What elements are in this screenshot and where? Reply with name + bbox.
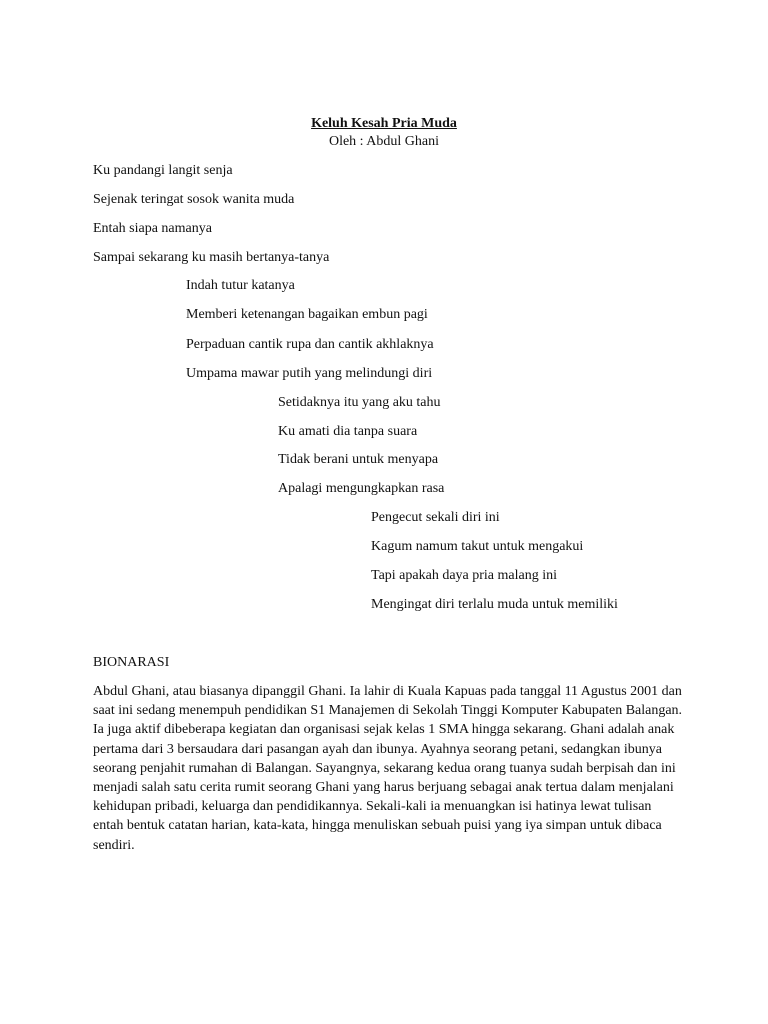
poem-line: Umpama mawar putih yang melindungi diri — [186, 366, 433, 381]
bio-paragraph: Abdul Ghani, atau biasanya dipanggil Ghani. Ia lahir di Kuala Kapuas pada tanggal 11 Agustus 2001 dan saat ini sedang menempuh pendidikan S1 Manajemen di Sekolah Tinggi Komputer Kabupaten Balangan. Ia juga aktif dibeberapa kegiatan dan organisasi sejak kelas 1 SMA hingga sekarang. Ghani adalah anak pertama dari 3 bersaudara dari pasangan ayah dan ibunya. Ayahnya seorang petani, sedangkan ibunya seorang penjahit rumahan di Balangan. Sayangnya, sekarang kedua orang tuanya sudah berpisah dan ini menjadi salah satu cerita rumit seorang Ghani yang harus berjuang sebagai anak tertua dalam menjalani kehidupan pribadi, keluarga dan pendidikannya. Sekali-kali ia menuangkan isi hatinya lewat tulisan entah bentuk catatan harian, kata-kata, hingga menuliskan sebuah puisi yang iya simpan untuk dibaca sendiri. — [93, 684, 683, 853]
poem-line: Tapi apakah daya pria malang ini — [371, 568, 557, 583]
poem-line: Ku amati dia tanpa suara — [278, 424, 418, 439]
poem-author: Oleh : Abdul Ghani — [328, 134, 440, 149]
poem-line: Entah siapa namanya — [93, 221, 212, 236]
poem-title: Keluh Kesah Pria Muda — [311, 116, 457, 131]
poem-line: Sejenak teringat sosok wanita muda — [93, 192, 295, 207]
poem-line: Setidaknya itu yang aku tahu — [278, 395, 441, 410]
poem-line: Indah tutur katanya — [186, 278, 295, 293]
poem-line: Mengingat diri terlalu muda untuk memiliki — [371, 597, 618, 612]
bio-heading: BIONARASI — [93, 655, 170, 670]
poem-line: Sampai sekarang ku masih bertanya-tanya — [93, 250, 330, 265]
poem-line: Ku pandangi langit senja — [93, 163, 233, 178]
poem-line: Memberi ketenangan bagaikan embun pagi — [186, 307, 428, 322]
poem-line: Kagum namum takut untuk mengakui — [371, 539, 584, 554]
poem-line: Pengecut sekali diri ini — [371, 510, 500, 525]
poem-line: Tidak berani untuk menyapa — [278, 452, 439, 467]
poem-line: Apalagi mengungkapkan rasa — [278, 481, 445, 496]
poem-line: Perpaduan cantik rupa dan cantik akhlaknya — [186, 337, 434, 352]
